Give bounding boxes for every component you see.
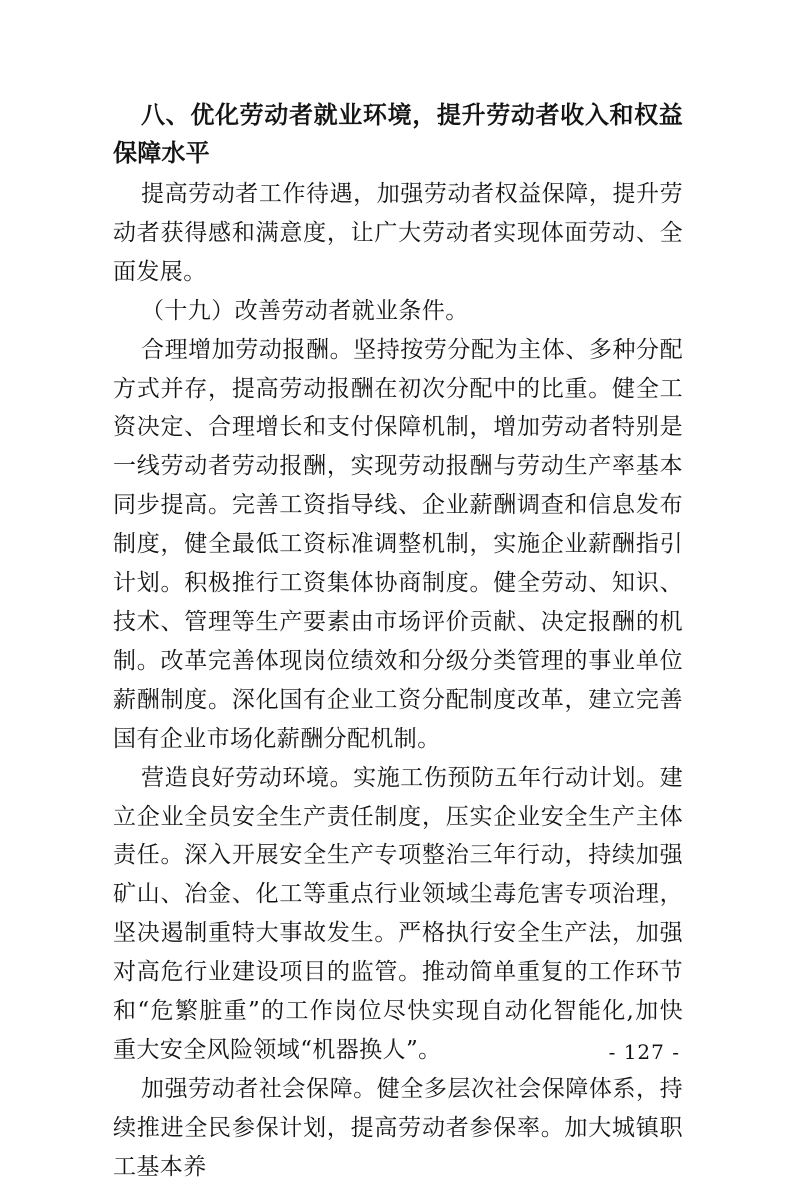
intro-paragraph: 提高劳动者工作待遇，加强劳动者权益保障，提升劳动者获得感和满意度，让广大劳动者实现体面劳动、全面发展。 xyxy=(113,181,683,285)
page-number: - 127 - xyxy=(608,1040,680,1064)
paragraph-work-environment: 营造良好劳动环境。实施工伤预防五年行动计划。建立企业全员安全生产责任制度，压实企业安全生产主体责任。深入开展安全生产专项整治三年行动，持续加强矿山、冶金、化工等重点行业领域尘毒危害专项治理，坚决遏制重特大事故发生。严格执行安全生产法，加强对高危行业建设项目的监管。推动简单重复的工作环节和“危繁脏重”的工作岗位尽快实现自动化智能化,加快重大安全风险领域“机器换人”。 xyxy=(113,764,683,1063)
subsection-title: （十九）改善劳动者就业条件。 xyxy=(141,297,469,324)
document-body xyxy=(113,96,683,1187)
section-heading: 八、优化劳动者就业环境，提升劳动者收入和权益保障水平 xyxy=(113,101,683,167)
paragraph-social-security: 加强劳动者社会保障。健全多层次社会保障体系，持续推进全民参保计划，提高劳动者参保率。加大城镇职工基本养 xyxy=(113,1075,683,1180)
paragraph-labor-pay: 合理增加劳动报酬。坚持按劳分配为主体、多种分配方式并存，提高劳动报酬在初次分配中的比重。健全工资决定、合理增长和支付保障机制，增加劳动者特别是一线劳动者劳动报酬，实现劳动报酬与劳动生产率基本同步提高。完善工资指导线、企业薪酬调查和信息发布制度，健全最低工资标准调整机制，实施企业薪酬指引计划。积极推行工资集体协商制度。健全劳动、知识、技术、管理等生产要素由市场评价贡献、决定报酬的机制。改革完善体现岗位绩效和分级分类管理的事业单位薪酬制度。深化国有企业工资分配制度改革，建立完善国有企业市场化薪酬分配机制。 xyxy=(113,336,683,752)
